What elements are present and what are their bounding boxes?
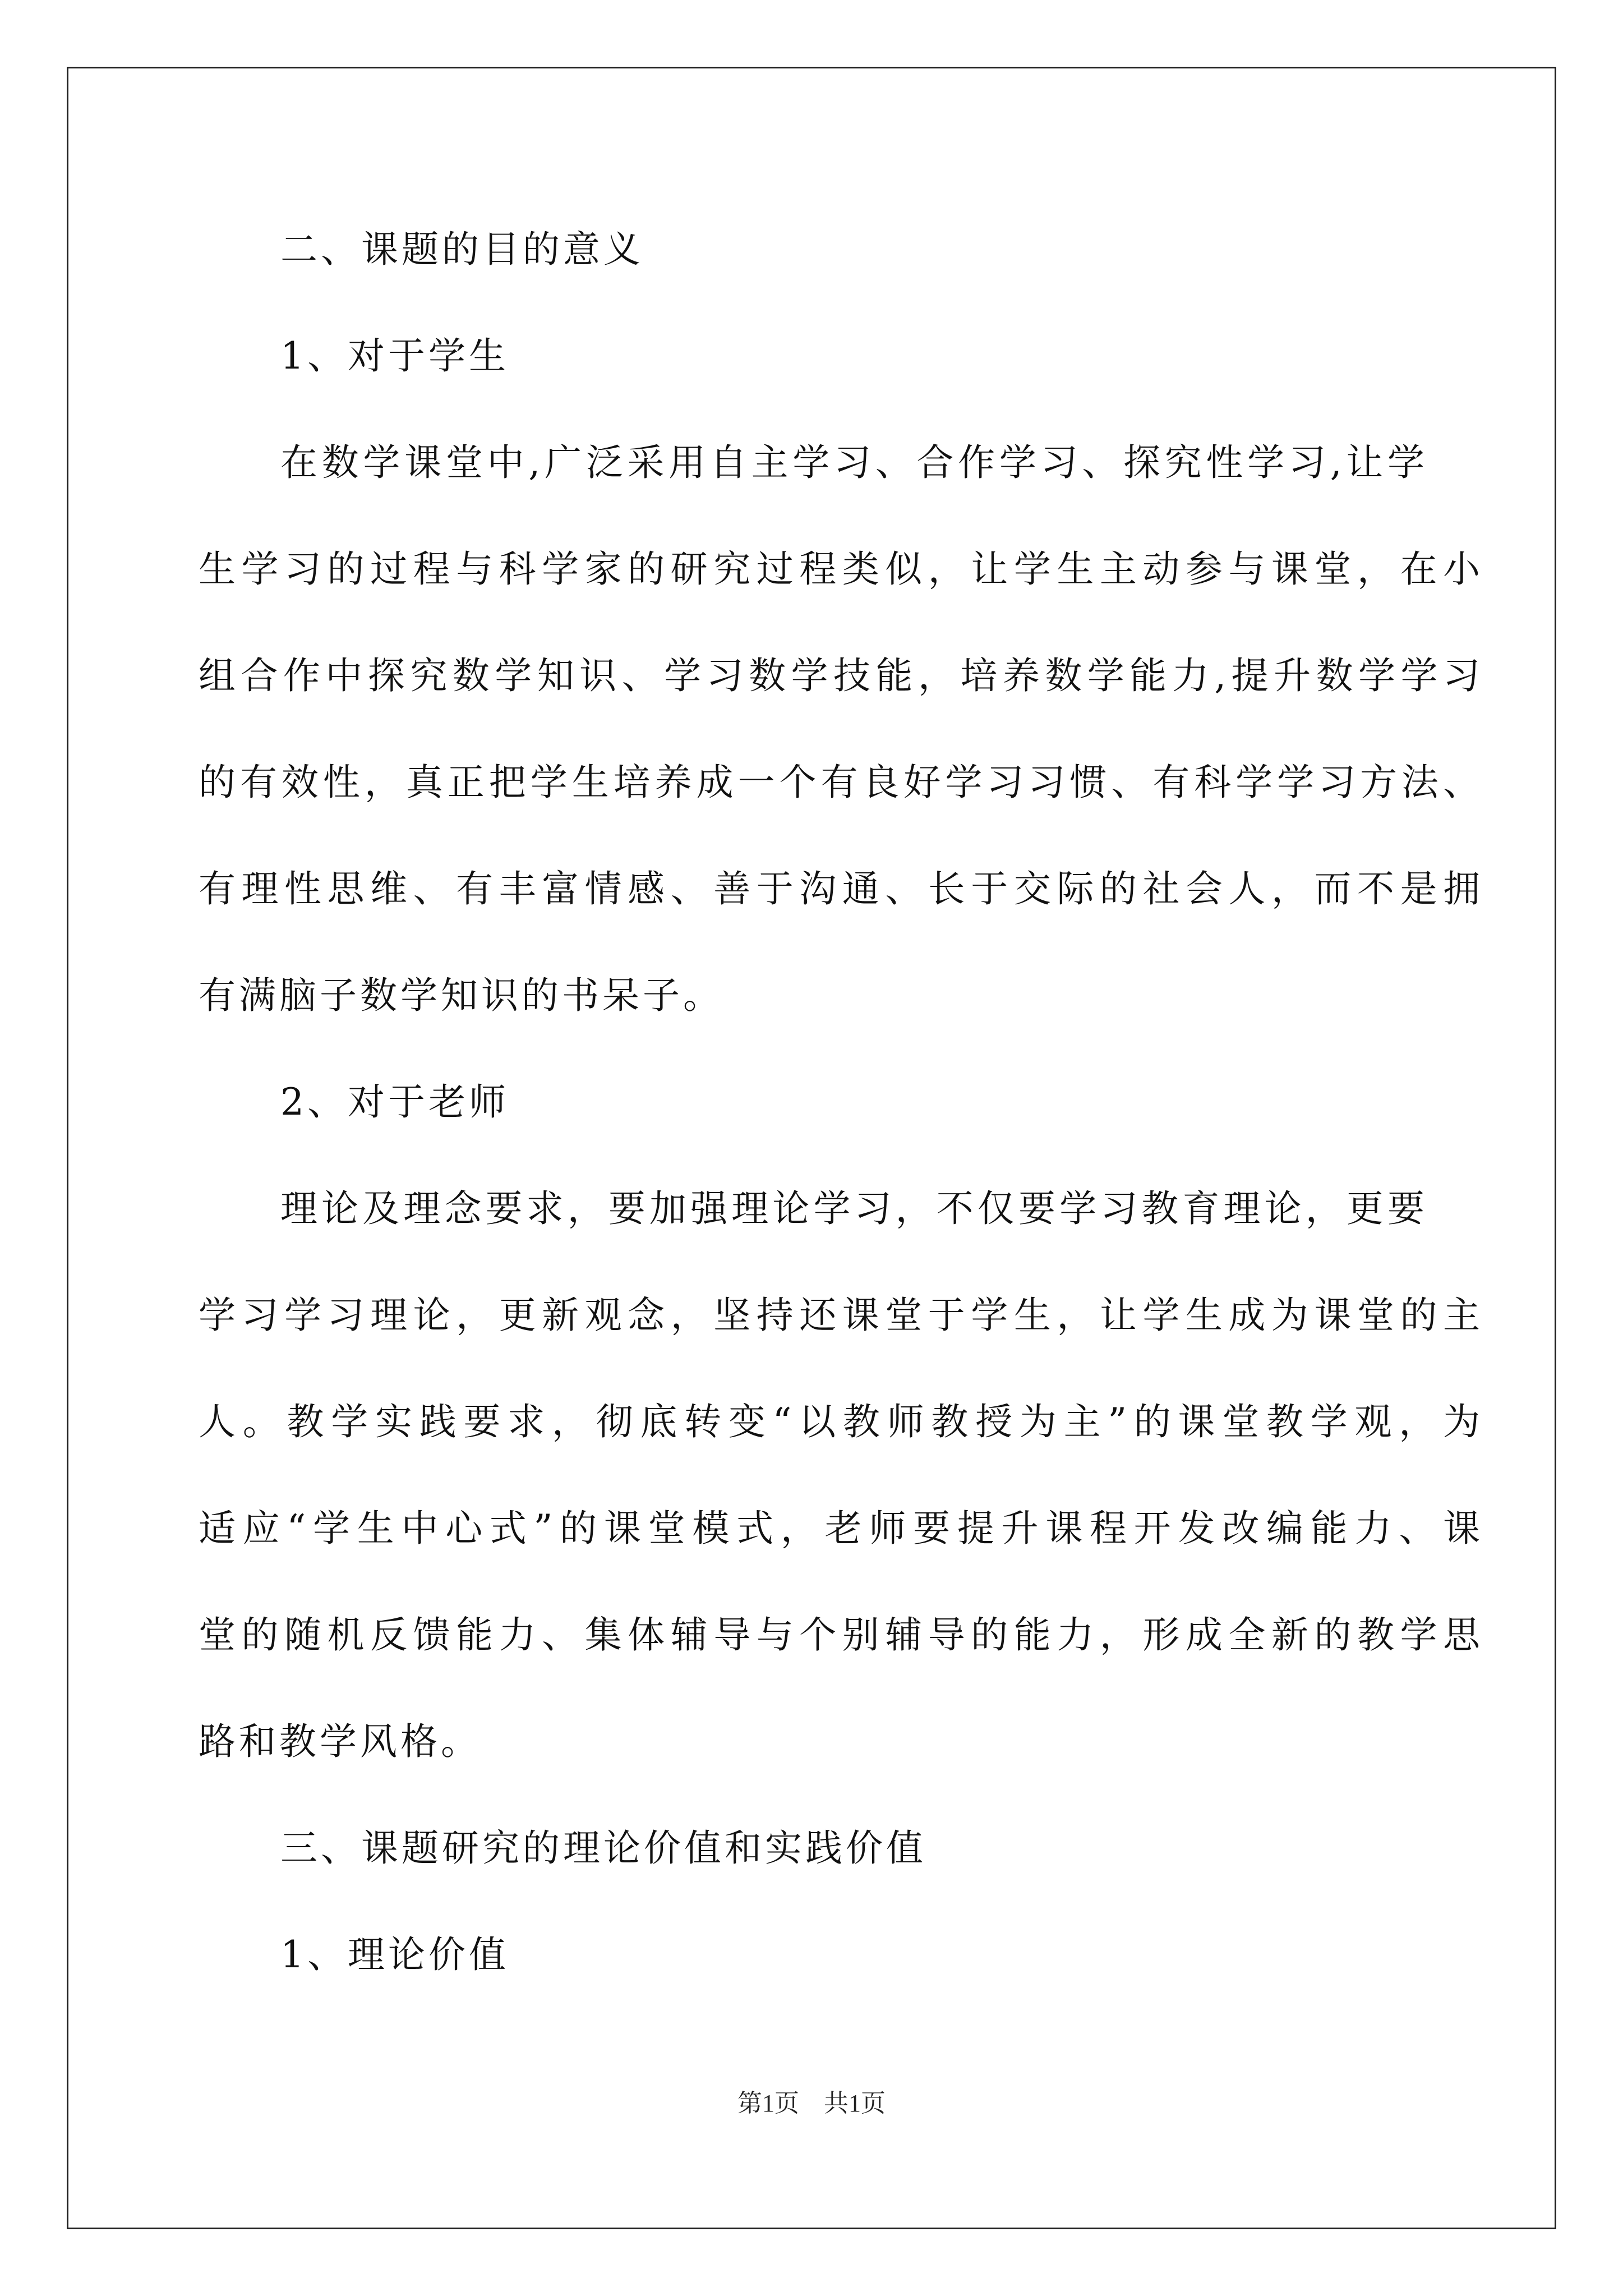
- section-heading-3: 三、课题研究的理论价值和实践价值: [280, 1826, 926, 1870]
- paragraph-line: 堂的随机反馈能力、集体辅导与个别辅导的能力，形成全新的教学思: [199, 1613, 1480, 1657]
- paragraph-line: 在数学课堂中,广泛采用自主学习、合作学习、探究性学习,让学: [280, 441, 1424, 484]
- page-number-footer: 第1页 共1页: [737, 2090, 886, 2117]
- paragraph-line: 的有效性，真正把学生培养成一个有良好学习习惯、有科学学习方法、: [199, 761, 1480, 804]
- section-heading-2: 二、课题的目的意义: [280, 228, 644, 271]
- paragraph-line: 适应“学生中心式”的课堂模式，老师要提升课程开发改编能力、课: [199, 1507, 1480, 1550]
- paragraph-line: 组合作中探究数学知识、学习数学技能，培养数学能力,提升数学学习: [199, 654, 1480, 697]
- paragraph-line: 理论及理念要求，要加强理论学习，不仅要学习教育理论，更要: [280, 1187, 1424, 1230]
- subheading-students: 1、对于学生: [280, 334, 509, 378]
- paragraph-line: 生学习的过程与科学家的研究过程类似，让学生主动参与课堂，在小: [199, 547, 1480, 591]
- paragraph-line: 有理性思维、有丰富情感、善于沟通、长于交际的社会人，而不是拥: [199, 867, 1480, 910]
- paragraph-line: 学习学习理论，更新观念，坚持还课堂于学生，让学生成为课堂的主: [199, 1294, 1480, 1337]
- paragraph-line: 路和教学风格。: [199, 1720, 481, 1763]
- paragraph-line: 人。教学实践要求，彻底转变“以教师教授为主”的课堂教学观，为: [199, 1400, 1480, 1443]
- page-border: [67, 67, 1556, 2229]
- subheading-theory-value: 1、理论价值: [280, 1933, 509, 1976]
- subheading-teachers: 2、对于老师: [280, 1080, 509, 1124]
- paragraph-line: 有满脑子数学知识的书呆子。: [199, 974, 723, 1017]
